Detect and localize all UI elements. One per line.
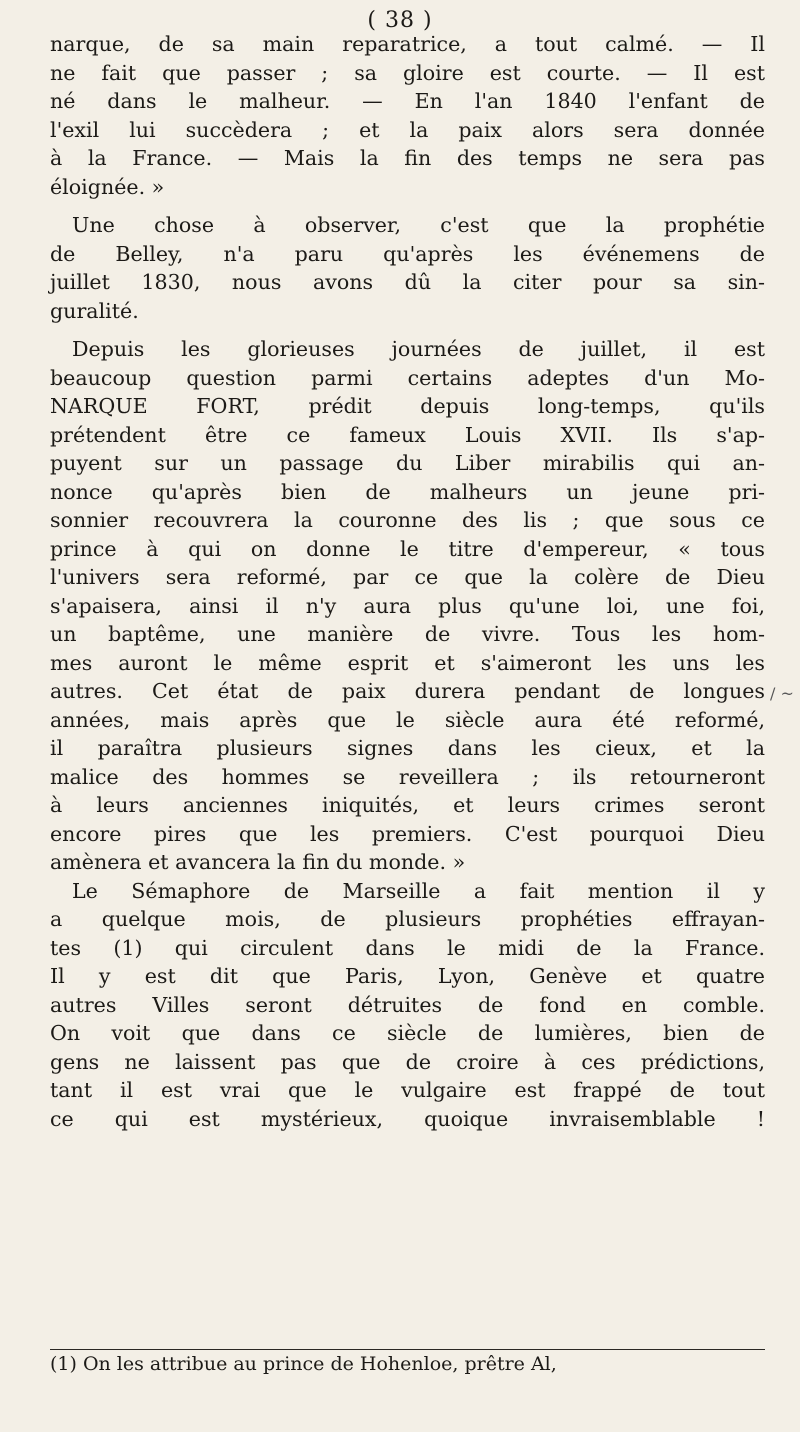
footnote: (1) On les attribue au prince de Hohenloe, prêtre Al, [50, 1353, 557, 1375]
text-line: amènera et avancera la fin du monde. » [50, 850, 466, 874]
text-line: prince à qui on donne le titre d'empereur, « tous [50, 536, 765, 561]
text-line: né dans le malheur. — En l'an 1840 l'enfant de [50, 89, 765, 113]
text-line: tes (1) qui circulent dans le midi de la France. [50, 935, 765, 960]
text-line: puyent sur un passage du Liber mirabilis qui an- [50, 451, 765, 475]
text-line: beaucoup question parmi certains adeptes d'un Mo- [50, 365, 765, 390]
text-line: On voit que dans ce siècle de lumières, bien de [50, 1021, 765, 1045]
text-line: prétendent être ce fameux Louis XVII. Ils s'ap- [50, 422, 765, 447]
text-line: à la France. — Mais la fin des temps ne sera pas [50, 146, 765, 170]
text-line: l'exil lui succèdera ; et la paix alors sera donnée [50, 117, 765, 142]
text-line: Il y est dit que Paris, Lyon, Genève et quatre [50, 964, 765, 988]
text-line: sonnier recouvrera la couronne des lis ; que sous ce [50, 508, 765, 532]
text-line: nonce qu'après bien de malheurs un jeune pri- [50, 479, 765, 504]
text-line: gens ne laissent pas que de croire à ces prédictions, [50, 1049, 765, 1074]
text-line: a quelque mois, de plusieurs prophéties effrayan- [50, 907, 765, 931]
text-line: Le Sémaphore de Marseille a fait mention il y [72, 878, 765, 903]
text-line: Une chose à observer, c'est que la prophétie [72, 213, 765, 237]
text-line: ne fait que passer ; sa gloire est courte. — Il est [50, 60, 765, 85]
page-number: ( 38 ) [367, 8, 433, 33]
text-line: tant il est vrai que le vulgaire est frappé de tout [50, 1078, 765, 1102]
margin-mark: / ~ [770, 684, 794, 703]
text-line: s'apaisera, ainsi il n'y aura plus qu'une loi, une foi, [50, 593, 765, 618]
footnote-rule [50, 1349, 765, 1350]
text-line: années, mais après que le siècle aura été reformé, [50, 707, 765, 732]
text-line: encore pires que les premiers. C'est pourquoi Dieu [50, 821, 765, 846]
text-line: narque, de sa main reparatrice, a tout calmé. — Il [50, 32, 765, 56]
text-line: autres Villes seront détruites de fond en comble. [50, 992, 765, 1017]
text-line: éloignée. » [50, 174, 165, 199]
text-line: de Belley, n'a paru qu'après les événemens de [50, 241, 765, 266]
text-line: il paraîtra plusieurs signes dans les cieux, et la [50, 736, 765, 760]
text-line: malice des hommes se reveillera ; ils retourneront [50, 764, 765, 789]
text-line: NARQUE FORT, prédit depuis long-temps, qu'ils [50, 394, 765, 418]
text-line: ce qui est mystérieux, quoique invraisemblable ! [50, 1106, 765, 1131]
body-text [50, 30, 765, 1133]
text-line: un baptême, une manière de vivre. Tous les hom- [50, 622, 765, 646]
text-line: Depuis les glorieuses journées de juillet, il est [72, 337, 765, 361]
text-line: à leurs anciennes iniquités, et leurs crimes seront [50, 793, 765, 817]
text-line: l'univers sera reformé, par ce que la colère de Dieu [50, 565, 765, 589]
text-line: juillet 1830, nous avons dû la citer pour sa sin- [50, 270, 765, 294]
text-line: guralité. [50, 298, 139, 323]
text-line: mes auront le même esprit et s'aimeront les uns les [50, 650, 765, 675]
text-line: autres. Cet état de paix durera pendant de longues [50, 679, 765, 703]
